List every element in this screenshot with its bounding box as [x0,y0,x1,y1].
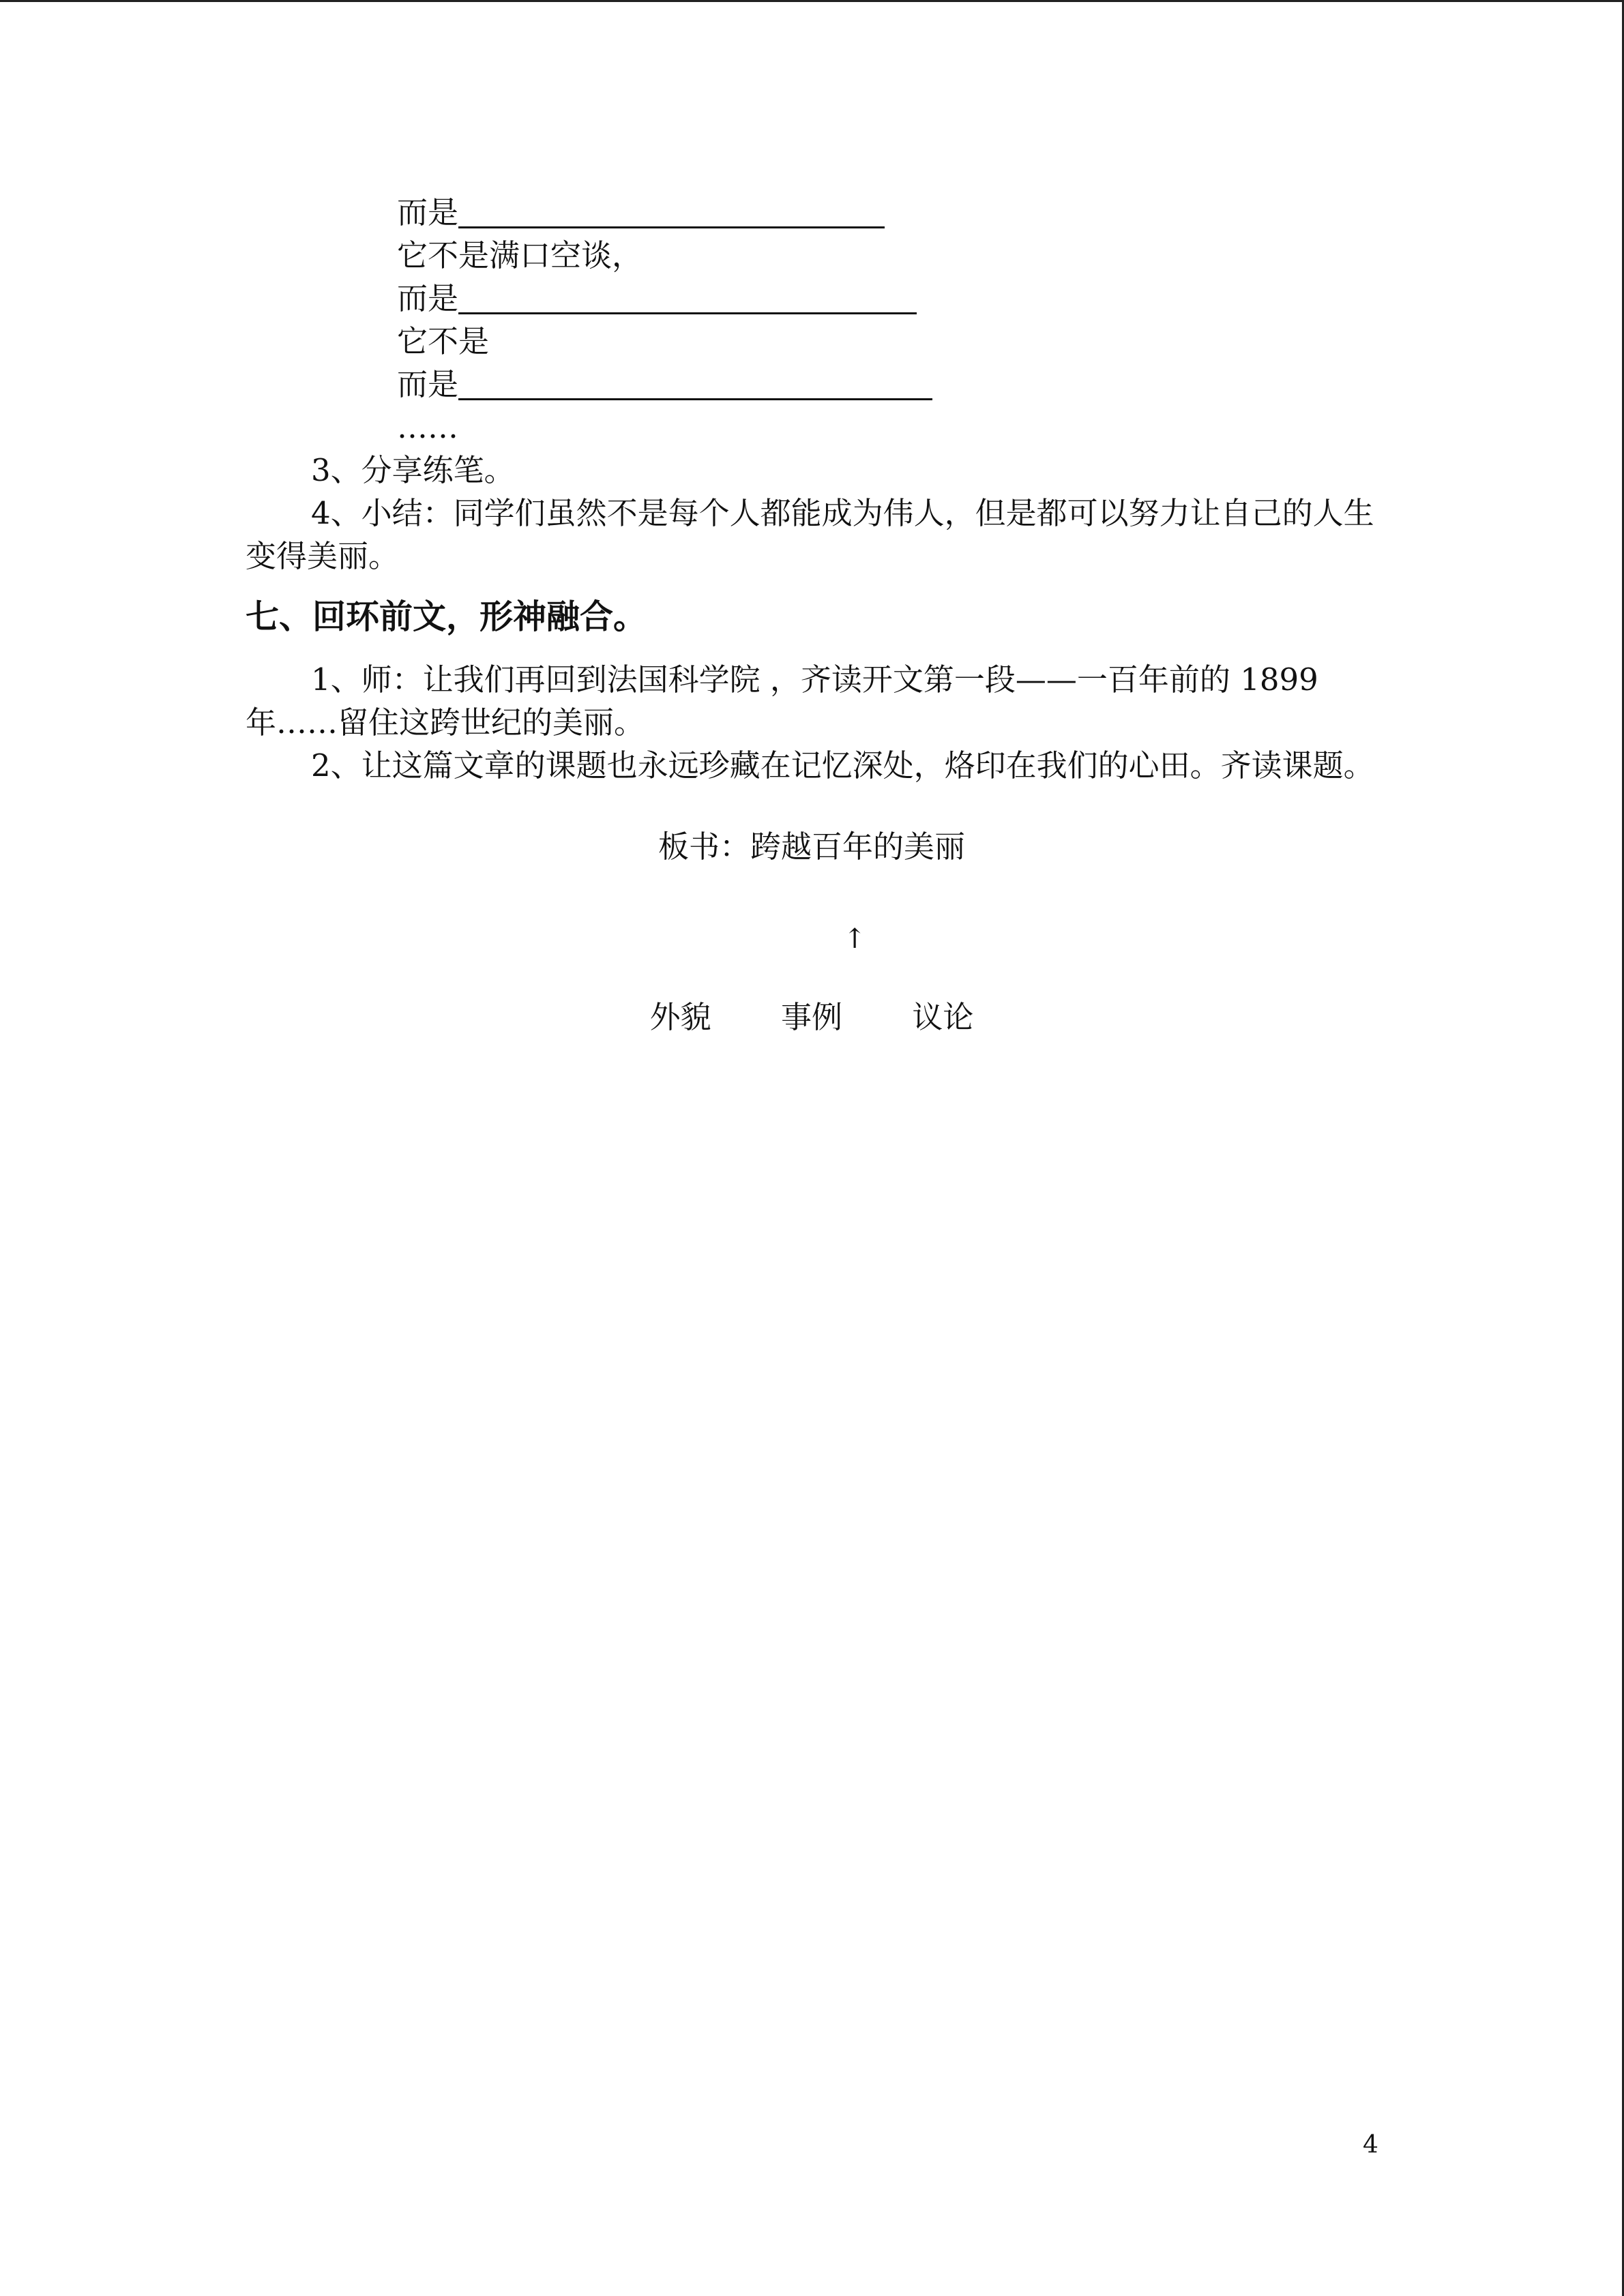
step-share-writing: 3、分享练笔。 [311,452,515,488]
fill-in-blank [458,278,917,314]
exercise-line-text: …… [397,409,458,445]
section7-step-1: 1、师：让我们再回到法国科学院 ，齐读开文第一段——一百年前的 1899 年……留住这跨世纪的美丽。 [246,661,1318,741]
board-item: 议论 [912,999,974,1035]
exercise-line-text: 它不是满口空谈， [397,237,643,273]
step-summary: 4、小结：同学们虽然不是每个人都能成为伟人，但是都可以努力让自己的人生变得美丽。 [246,495,1374,574]
exercise-line-text: 它不是 [397,323,490,359]
exercise-line [397,363,1378,406]
section-heading: 七、回环前文，形神融合。 [246,597,647,636]
page-top-border [0,0,1624,2]
board-items [246,996,1378,1039]
exercise-line [397,277,1378,320]
board-item: 外貌 [649,999,711,1035]
exercise-line [397,320,1378,363]
exercise-line [397,234,1378,277]
exercise-line-text: 而是 [397,366,459,402]
fill-in-blank [458,192,885,228]
exercise-line [397,406,1378,449]
board-item: 事例 [780,999,842,1035]
fill-in-exercise [397,191,1378,449]
board-title: 板书：跨越百年的美丽 [658,829,965,865]
up-arrow-icon: ↑ [843,923,866,955]
exercise-line-text: 而是 [397,280,459,316]
exercise-line [397,191,1378,234]
document-body [246,191,1378,1035]
exercise-line-text: 而是 [397,194,459,230]
page-number: 4 [1363,2131,1378,2159]
section7-step-2: 2、让这篇文章的课题也永远珍藏在记忆深处，烙印在我们的心田。齐读课题。 [311,747,1374,784]
fill-in-blank [458,364,932,400]
